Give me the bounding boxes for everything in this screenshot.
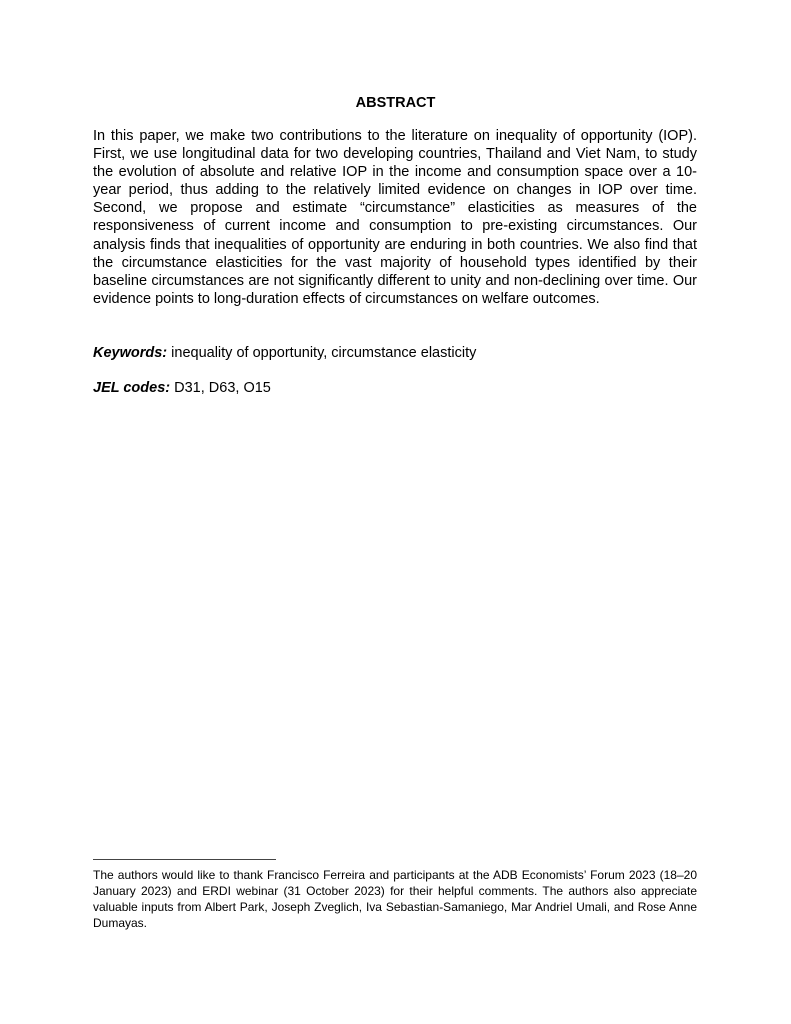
footnote-acknowledgements: The authors would like to thank Francisco Ferreira and participants at the ADB Economists’ Forum 2023 (18–20 January 2023) and ERDI webinar (31 October 2023) for their helpful comments. The authors also appreciate valuable inputs from Albert Park, Joseph Zveglich, Iva Sebastian-Samaniego, Mar Andriel Umali, and Rose Anne Dumayas. <box>93 868 697 930</box>
jel-codes-label: JEL codes: <box>93 380 171 396</box>
footnote-divider <box>93 859 276 860</box>
jel-codes-line <box>93 379 697 397</box>
keywords-label: Keywords: <box>93 345 168 361</box>
keywords-value: inequality of opportunity, circumstance elasticity <box>171 345 477 361</box>
abstract-heading: ABSTRACT <box>355 95 436 111</box>
keywords-line <box>93 344 697 362</box>
abstract-body: In this paper, we make two contributions to the literature on inequality of opportunity (IOP). First, we use longitudinal data for two developing countries, Thailand and Viet Nam, to study the evolution of absolute and relative IOP in the income and consumption space over a 10-year period, thus adding to the relatively limited evidence on changes in IOP over time. Second, we propose and estimate “circumstance” elasticities as measures of the responsiveness of current income and consumption to pre-existing circumstances. Our analysis finds that inequalities of opportunity are enduring in both countries. We also find that the circumstance elasticities for the vast majority of household types identified by their baseline circumstances are not significantly different to unity and non-declining over time. Our evidence points to long-duration effects of circumstances on welfare outcomes. <box>93 128 697 307</box>
jel-codes-value: D31, D63, O15 <box>174 380 271 396</box>
